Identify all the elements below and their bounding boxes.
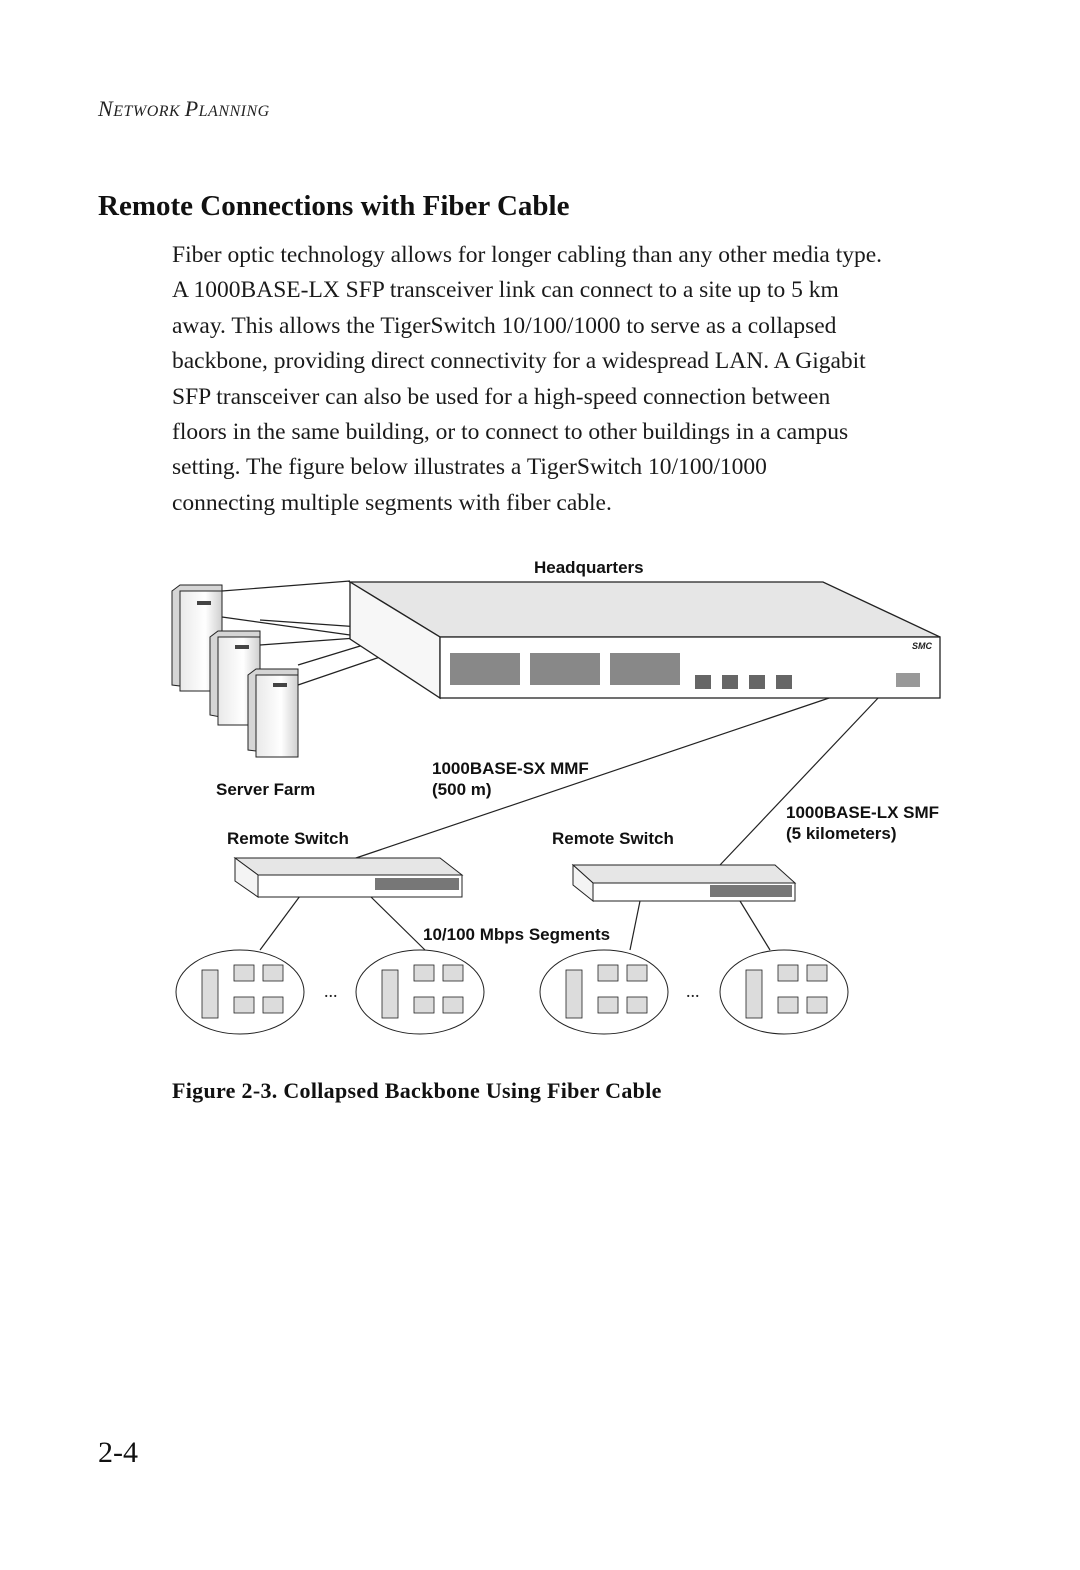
body-line: Fiber optic technology allows for longer cabling than any other media type.	[172, 242, 883, 268]
label-remote-switch-left: Remote Switch	[227, 829, 349, 848]
page-number: 2-4	[98, 1436, 138, 1469]
segment-cluster	[356, 950, 484, 1034]
chapter-initial-n: N	[98, 96, 114, 121]
label-sx-distance: (500 m)	[432, 780, 492, 799]
server-tower-icon	[382, 970, 398, 1018]
ellipsis-left: ...	[324, 981, 338, 1001]
computer-icon	[263, 997, 283, 1013]
network-diagram-figure	[160, 545, 960, 1045]
server-link	[260, 620, 360, 627]
sfp-slot	[695, 675, 711, 689]
computer-icon	[414, 997, 434, 1013]
segment-link	[740, 901, 770, 950]
segment-link	[630, 901, 640, 950]
computer-icon	[234, 997, 254, 1013]
computer-icon	[807, 997, 827, 1013]
label-server-farm: Server Farm	[216, 780, 316, 799]
body-line: A 1000BASE-LX SFP transceiver link can connect to a site up to 5 km	[172, 277, 839, 304]
computer-icon	[778, 965, 798, 981]
chapter-word-2: LANNING	[198, 103, 270, 120]
brand-logo: SMC	[912, 641, 932, 651]
segment-cluster	[540, 950, 668, 1034]
body-line: SFP transceiver can also be used for a high-speed connection between	[172, 383, 831, 410]
section-title: Remote Connections with Fiber Cable	[98, 190, 570, 222]
port-block	[450, 653, 520, 685]
headquarters-switch	[350, 582, 940, 698]
server-link	[222, 581, 350, 591]
sfp-slot	[749, 675, 765, 689]
server-tower-icon	[202, 970, 218, 1018]
running-header	[98, 96, 270, 122]
label-lx-smf: 1000BASE-LX SMF	[786, 803, 940, 822]
computer-icon	[627, 997, 647, 1013]
label-headquarters: Headquarters	[534, 558, 644, 577]
computer-icon	[778, 997, 798, 1013]
figure-caption: Figure 2-3. Collapsed Backbone Using Fiber Cable	[172, 1078, 662, 1103]
segment-link	[260, 896, 300, 950]
body-line: away. This allows the TigerSwitch 10/100/1000 to serve as a collapsed	[172, 312, 837, 339]
body-paragraph	[172, 238, 972, 521]
label-lx-distance: (5 kilometers)	[786, 824, 897, 843]
label-sx-mmf: 1000BASE-SX MMF	[432, 759, 589, 778]
server-tower-icon	[248, 669, 298, 757]
port-block	[530, 653, 600, 685]
body-line: setting. The figure below illustrates a TigerSwitch 10/100/1000	[172, 454, 767, 481]
sfp-slot	[776, 675, 792, 689]
segment-cluster	[176, 950, 304, 1034]
body-line: floors in the same building, or to connect to other buildings in a campus	[172, 419, 849, 446]
server-farm	[172, 585, 298, 757]
remote-switch-left	[235, 858, 462, 897]
label-remote-switch-right: Remote Switch	[552, 829, 674, 848]
server-tower-icon	[746, 970, 762, 1018]
computer-icon	[443, 965, 463, 981]
computer-icon	[234, 965, 254, 981]
console-port	[896, 673, 920, 687]
network-diagram	[160, 545, 960, 1045]
chapter-word-1: ETWORK	[113, 103, 185, 120]
computer-icon	[414, 965, 434, 981]
sfp-slot	[722, 675, 738, 689]
body-line: connecting multiple segments with fiber cable.	[172, 489, 612, 516]
computer-icon	[598, 965, 618, 981]
port-block	[610, 653, 680, 685]
computer-icon	[263, 965, 283, 981]
segment-cluster	[720, 950, 848, 1034]
remote-switch-right	[573, 865, 795, 901]
computer-icon	[443, 997, 463, 1013]
server-tower-icon	[566, 970, 582, 1018]
chapter-initial-p: P	[184, 96, 199, 121]
label-segments: 10/100 Mbps Segments	[423, 925, 611, 944]
computer-icon	[598, 997, 618, 1013]
computer-icon	[627, 965, 647, 981]
segment-link	[370, 896, 425, 950]
server-link	[298, 643, 370, 665]
computer-icon	[807, 965, 827, 981]
ellipsis-right: ...	[686, 981, 700, 1001]
body-line: backbone, providing direct connectivity for a widespread LAN. A Gigabit	[172, 348, 866, 375]
